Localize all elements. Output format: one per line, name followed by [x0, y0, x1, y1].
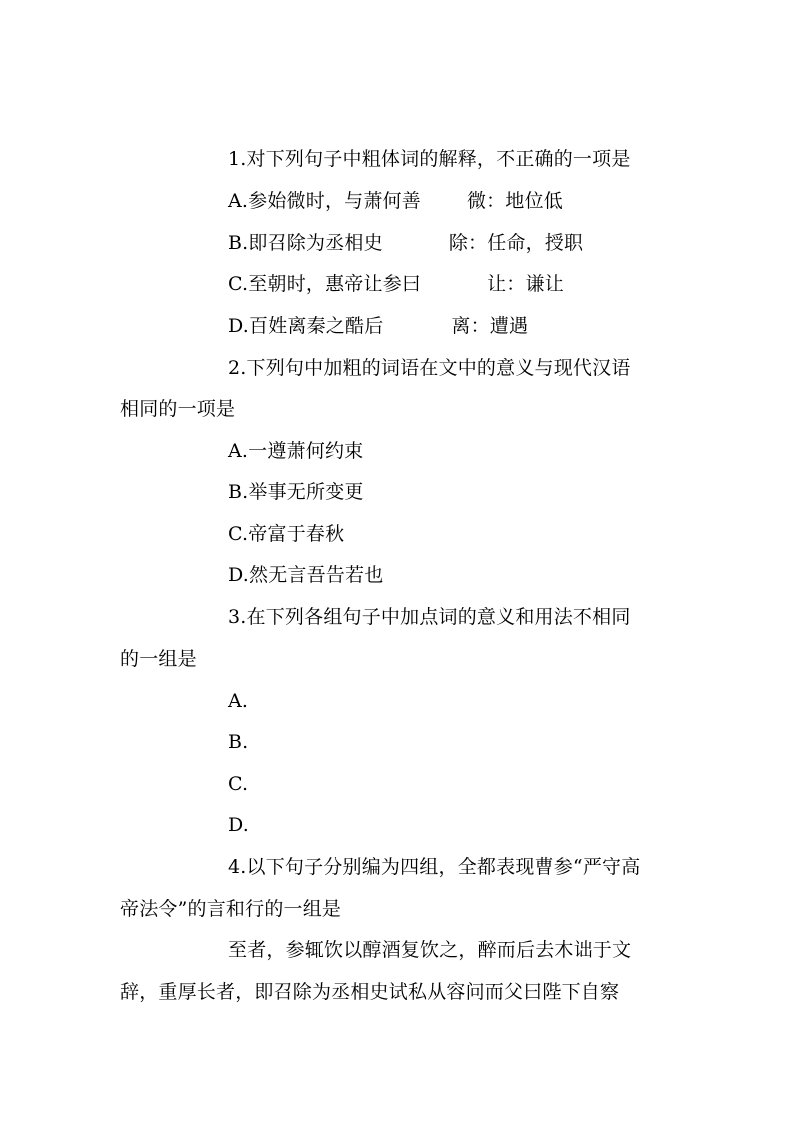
q1-option-a-gloss: 微：地位低 — [466, 190, 563, 212]
q3-stem-line2: 的一组是 — [120, 648, 197, 670]
q2-option-d: D.然无言吾告若也 — [228, 564, 384, 586]
q1-option-a-text: A.参始微时，与萧何善 — [228, 190, 421, 212]
q2-option-c: C.帝富于春秋 — [228, 523, 345, 545]
q3-option-c: C. — [228, 773, 249, 795]
q4-stem-line2: 帝法令”的言和行的一组是 — [120, 898, 342, 920]
q2-option-b: B.举事无所变更 — [228, 481, 364, 503]
q3-option-d: D. — [228, 814, 249, 836]
q4-body-line2: 辞，重厚长者，即召除为丞相史试私从容问而父曰陛下自察 — [120, 981, 620, 1003]
q3-option-a: A. — [228, 690, 249, 712]
q1-option-a — [228, 189, 563, 213]
q3-stem-line1: 3.在下列各组句子中加点词的意义和用法不相同 — [228, 606, 631, 628]
q3-option-b: B. — [228, 731, 249, 753]
q4-stem-line1: 4.以下句子分别编为四组，全都表现曹参“严守高 — [228, 856, 641, 878]
q1-option-d-gloss: 离：遭遇 — [451, 315, 529, 337]
q1-stem: 1.对下列句子中粗体词的解释，不正确的一项是 — [228, 148, 631, 170]
q2-stem-line1: 2.下列句中加粗的词语在文中的意义与现代汉语 — [228, 357, 631, 379]
q1-option-b-gloss: 除：任命，授职 — [448, 232, 584, 254]
q1-option-b — [228, 231, 583, 255]
q2-stem-line2: 相同的一项是 — [120, 398, 236, 420]
q2-option-a: A.一遵萧何约束 — [228, 440, 364, 462]
q1-option-c-gloss: 让：谦让 — [487, 273, 564, 295]
q4-body-line1: 至者，参辄饮以醇酒复饮之，醉而后去木诎于文 — [228, 939, 632, 961]
q1-option-b-text: B.即召除为丞相史 — [228, 232, 383, 254]
q1-option-d — [228, 314, 528, 338]
q1-option-c — [228, 272, 564, 296]
q1-option-c-text: C.至朝时，惠帝让参曰 — [228, 273, 422, 295]
q1-option-d-text: D.百姓离秦之酷后 — [228, 315, 384, 337]
